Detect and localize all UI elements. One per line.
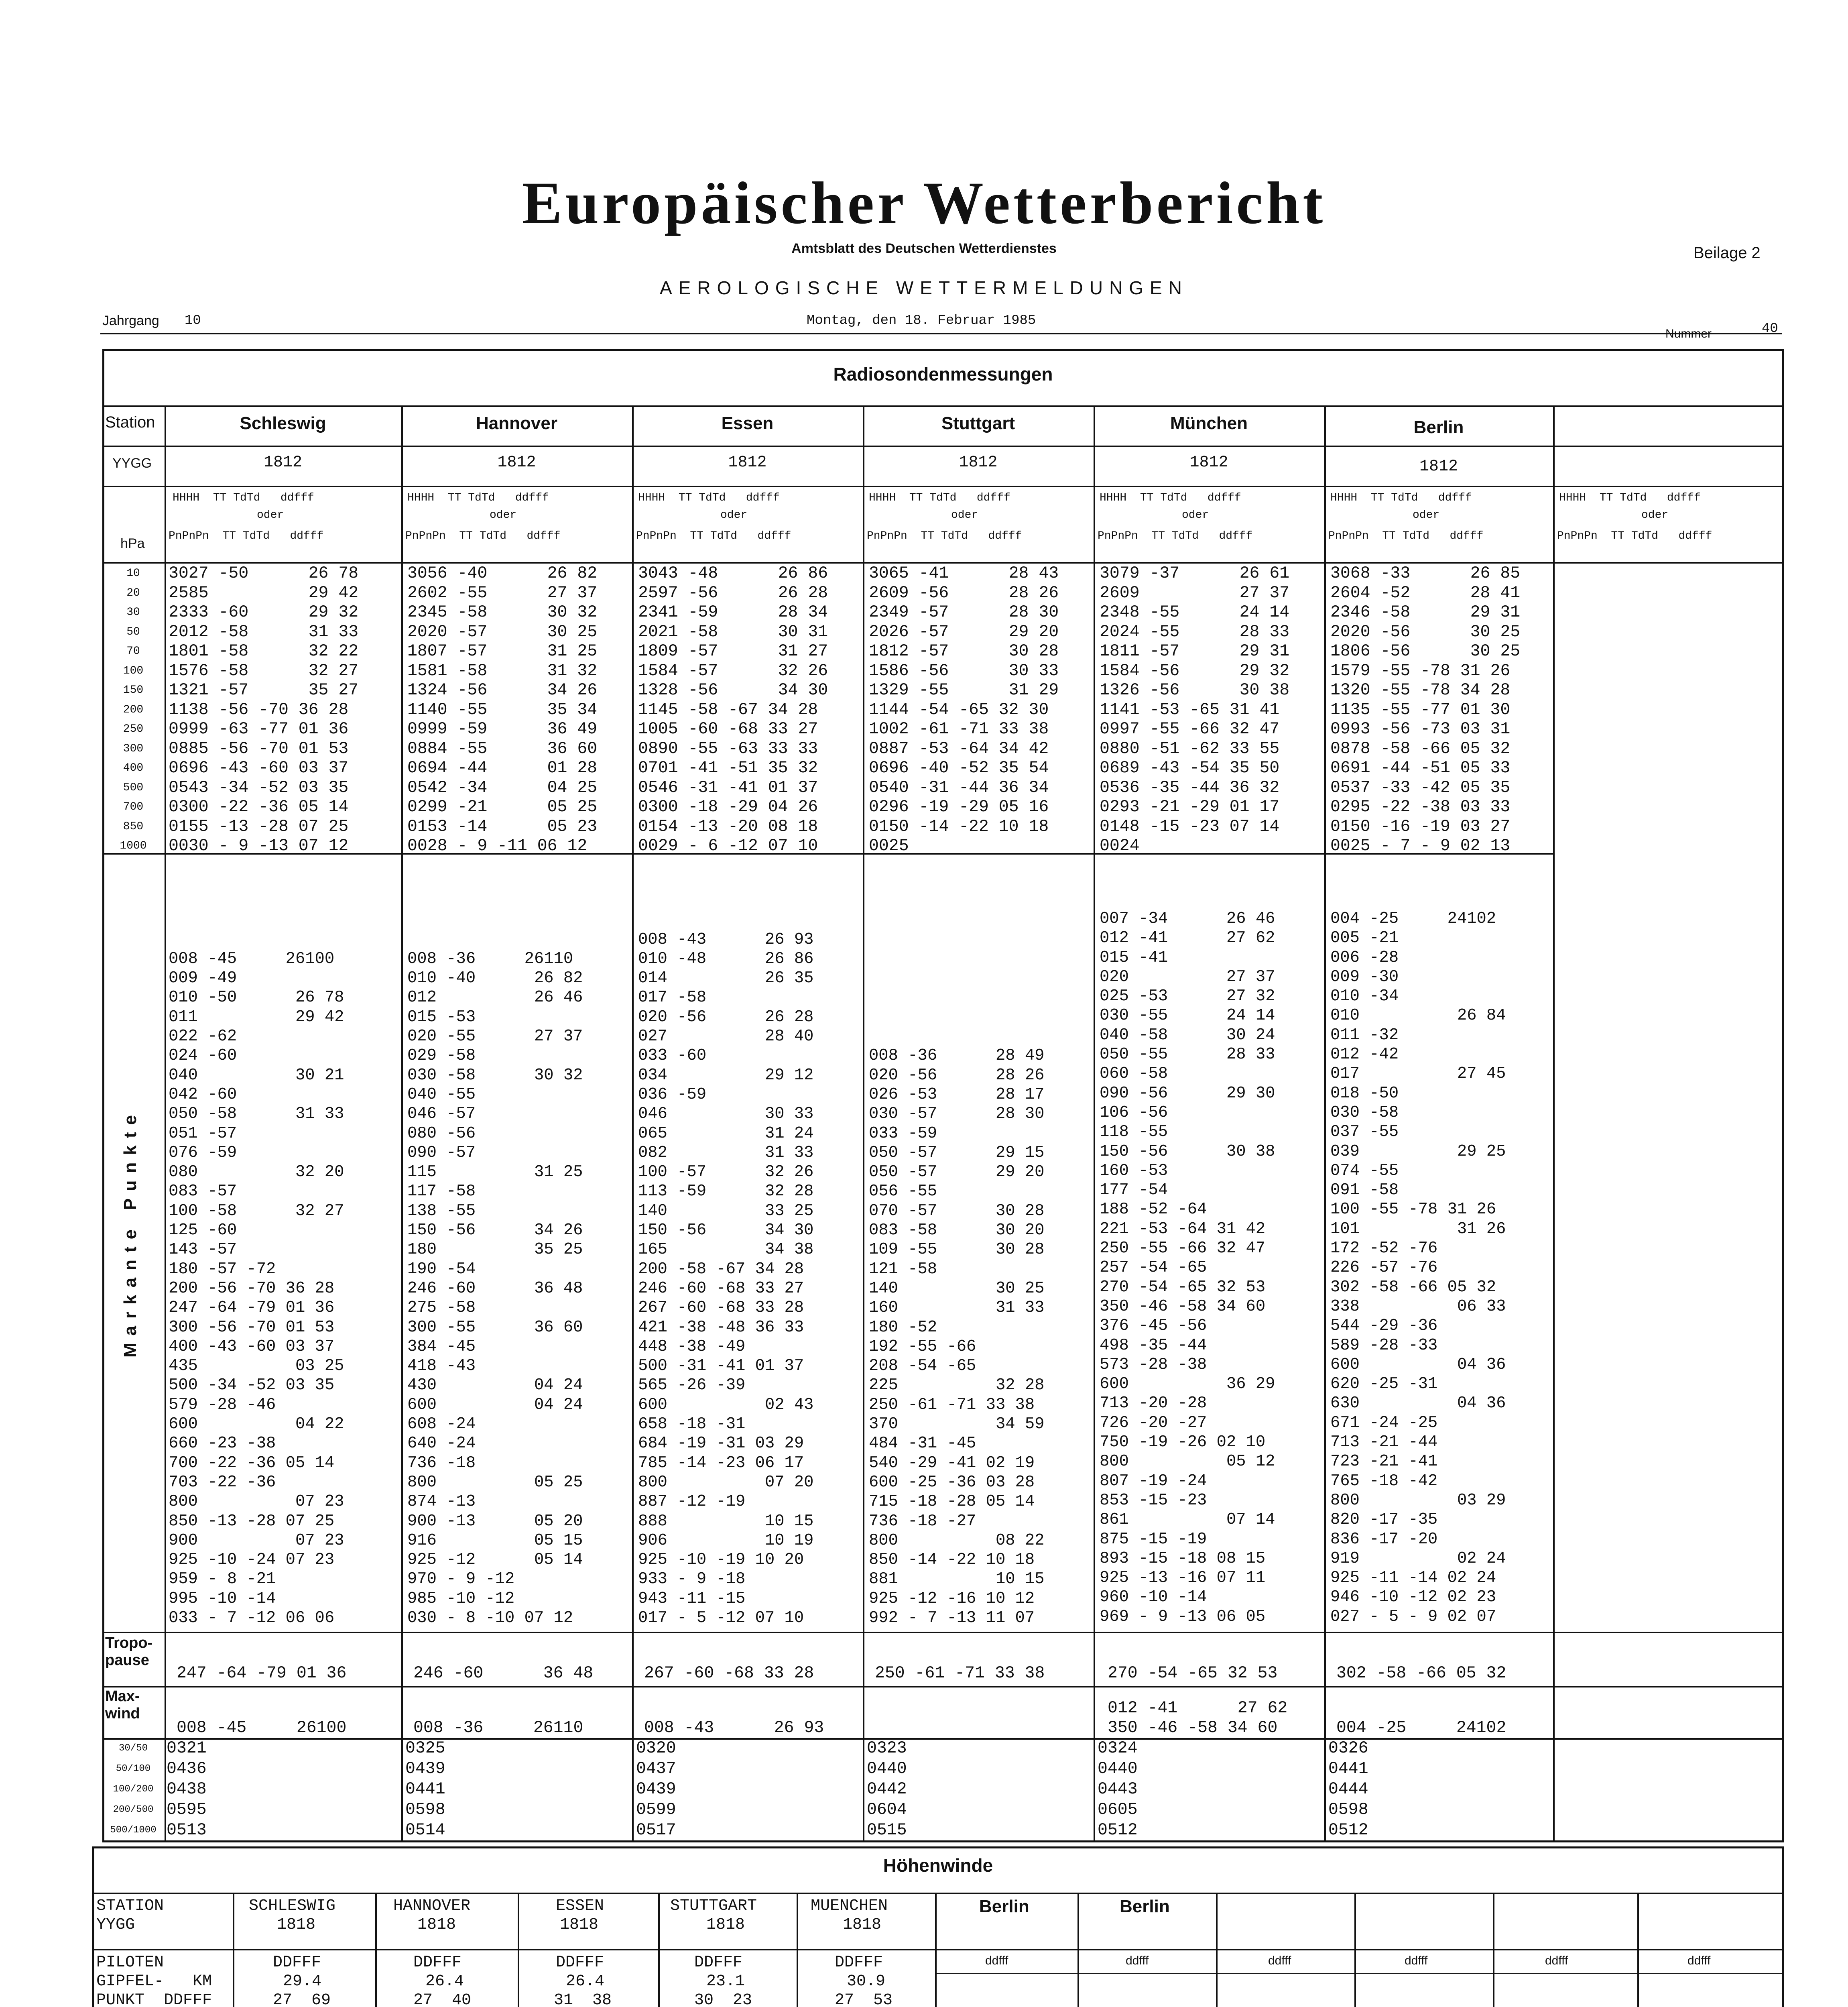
col-sep [1354,1893,1356,2007]
issue-date: Montag, den 18. Februar 1985 [807,313,1036,328]
col-header-top: HHHH TT TdTd ddfff [407,492,549,504]
nummer-label: Nummer [1665,327,1712,340]
hw-km: 26.4 [566,1972,605,1991]
tropopause-data: 302 -58 -66 05 32 [1336,1664,1506,1683]
standard-data: 3065 -41 28 43 2609 -56 28 26 2349 -57 28 30 2026 -57 29 20 1812 -57 30 28 1586 -56 30 33 1329 -55 31 29 1144 -54 -65 32 30 1002 -61 -71 33 38 0887 -53 -64 34 42 0696 -40 -52 35 54 0540 -31 -44 36 34 0296 -19 -29 05 16 0150 -14 -22 10 18 0025 [869,564,1059,855]
thickness-data: 0321 0436 0438 0595 0513 [167,1739,207,1840]
thickness-data: 0320 0437 0439 0599 0517 [636,1739,676,1840]
hw-extra-station: Berlin [979,1897,1029,1916]
pressure-level: 30 [126,606,140,619]
col-header-mid: oder [1413,509,1440,521]
pressure-levels [105,564,161,856]
col-header-top: HHHH TT TdTd ddfff [869,492,1010,504]
hw-ddfff-label: ddfff [1687,1954,1711,1967]
hw-station-name: SCHLESWIG [249,1897,336,1915]
hw-ddfff-label: ddfff [985,1954,1008,1967]
hw-ddfff: DDFFF [413,1954,462,1972]
maxwind-data: 008 -36 26110 [413,1718,583,1737]
station-name: München [1170,413,1248,433]
standard-data: 3043 -48 26 86 2597 -56 26 28 2341 -59 28 34 2021 -58 30 31 1809 -57 31 27 1584 -57 32 26 1328 -56 34 30 1145 -58 -67 34 28 1005 -60 -68 33 27 0890 -55 -63 33 33 0701 -41 -51 35 32 0546 -31 -41 01 37 0300 -18 -29 04 26 0154 -13 -20 08 18 0029 - 6 -12 07 10 [638,564,828,855]
col-sep [165,405,166,1842]
station-name: Berlin [1413,417,1464,437]
col-sep [233,1893,234,2007]
rule [102,405,1784,407]
maxwind-label: Max-wind [105,1688,140,1722]
tropopause-data: 247 -64 -79 01 36 [177,1664,347,1683]
col-header-mid: oder [1641,509,1669,521]
pressure-level: 100 [123,664,144,677]
hw-km: 29.4 [283,1972,322,1991]
station-yygg: 1812 [959,454,998,472]
hw-ddfff: DDFFF [273,1954,321,1972]
col-header-top: HHHH TT TdTd ddfff [173,492,314,504]
station-name: Schleswig [240,413,326,433]
hw-ddfff: DDFFF [556,1954,604,1972]
pressure-level: 250 [123,723,144,735]
hw-km: 30.9 [847,1972,886,1991]
markante-data: 004 -25 24102 005 -21 006 -28 009 -30 010 -34 010 26 84 011 -32 012 -42 017 27 45 018 -50 030 -58 037 -55 039 29 25 074 -55 091 -58 100 -55 -78 31 26 101 31 26 172 -52 -76 226 -57 -76 302 -58 -66 05 32 338 06 33 544 -29 -36 589 -28 -33 600 04 36 620 -25 -31 630 04 36 671 -24 -25 713 -21 -44 723 -21 -41 765 -18 -42 800 03 29 820 -17 -35 836 -17 -20 919 02 24 925 -11 -14 02 24 946 -10 -12 02 23 027 - 5 - 9 02 07 [1330,910,1506,1626]
maxwind-data: 012 -41 27 62 350 -46 -58 34 60 [1108,1699,1288,1737]
page-subtitle: Amtsblatt des Deutschen Wetterdienstes [791,241,1057,256]
rule [102,446,1784,447]
hw-station-yygg: 1818 [417,1916,456,1934]
tropopause-data: 270 -54 -65 32 53 [1108,1664,1278,1683]
rule [102,486,1784,487]
pressure-level: 150 [123,684,144,696]
thickness-layer: 30/50 [118,1743,148,1754]
jahrgang-label: Jahrgang [102,313,159,328]
col-header-bottom: PnPnPn TT TdTd ddfff [1328,530,1484,542]
col-sep [1493,1893,1494,2007]
hw-ddfff: DDFFF [694,1954,743,1972]
col-sep [863,405,864,1842]
rule [102,562,1784,564]
hw-ddfff-label: ddfff [1405,1954,1428,1967]
jahrgang-value: 10 [185,313,201,328]
header-rule [100,333,1782,334]
col-sep [375,1893,377,2007]
col-header-bottom: PnPnPn TT TdTd ddfff [636,530,791,542]
hw-punkt: 27 53 [835,1991,893,2007]
hw-ddfff-label: ddfff [1126,1954,1149,1967]
col-sep [1324,405,1326,1842]
col-header-bottom: PnPnPn TT TdTd ddfff [169,530,324,542]
col-header-top: HHHH TT TdTd ddfff [638,492,780,504]
markante-data: 008 -36 28 49 020 -56 28 26 026 -53 28 17 030 -57 28 30 033 -59 050 -57 29 15 050 -57 29 20 056 -55 070 -57 30 28 083 -58 30 20 109 -55 30 28 121 -58 140 30 25 160 31 33 180 -52 192 -55 -66 208 -54 -65 225 32 28 250 -61 -71 33 38 370 34 59 484 -31 -45 540 -29 -41 02 19 600 -25 -36 03 28 715 -18 -28 05 14 736 -18 -27 800 08 22 850 -14 -22 10 18 881 10 15 925 -12 -16 10 12 992 - 7 -13 11 07 [869,1046,1045,1627]
pressure-level: 10 [126,567,140,580]
thickness-data: 0326 0441 0444 0598 0512 [1328,1739,1368,1840]
thickness-data: 0324 0440 0443 0605 0512 [1098,1739,1138,1840]
station-name: Hannover [476,413,557,433]
beilage-label: Beilage 2 [1693,244,1761,262]
hpa-label: hPa [120,536,145,551]
thickness-layer: 100/200 [113,1784,154,1795]
col-sep [1637,1893,1639,2007]
col-sep [632,405,634,1842]
pressure-level: 70 [126,645,140,657]
hw-station-yygg: 1818 [706,1916,745,1934]
pressure-level: 700 [123,801,144,813]
hw-station-name: MUENCHEN [811,1897,888,1915]
pressure-level: 200 [123,703,144,716]
thickness-layer: 200/500 [113,1804,154,1815]
thickness-layer: 500/1000 [110,1825,157,1836]
page-title: Europäischer Wetterbericht [522,170,1326,236]
hw-punkt: 27 40 [413,1991,472,2007]
hw-station-yygg: 1818 [560,1916,599,1934]
col-sep [658,1893,660,2007]
markante-data: 007 -34 26 46 012 -41 27 62 015 -41 020 27 37 025 -53 27 32 030 -55 24 14 040 -58 30 24 050 -55 28 33 060 -58 090 -56 29 30 106 -56 118 -55 150 -56 30 38 160 -53 177 -54 188 -52 -64 221 -53 -64 31 42 250 -55 -66 32 47 257 -54 -65 270 -54 -65 32 53 350 -46 -58 34 60 376 -45 -56 498 -35 -44 573 -28 -38 600 36 29 713 -20 -28 726 -20 -27 750 -19 -26 02 10 800 05 12 807 -19 -24 853 -15 -23 861 07 14 875 -15 -19 893 -15 -18 08 15 925 -13 -16 07 11 960 -10 -14 969 - 9 -13 06 05 [1100,910,1275,1626]
radiosonde-title: Radiosondenmessungen [833,364,1053,385]
pressure-level: 850 [123,820,144,833]
col-sep [797,1893,798,2007]
hw-station-name: HANNOVER [393,1897,471,1915]
nummer-value: 40 [1762,321,1778,336]
col-header-mid: oder [720,509,748,521]
col-header-mid: oder [490,509,517,521]
col-header-top: HHHH TT TdTd ddfff [1559,492,1701,504]
station-yygg: 1812 [1189,454,1228,472]
col-sep [1094,405,1095,1842]
rule [102,1686,1784,1687]
hoehenwinde-row-labels: STATION YYGG PILOTEN GIPFEL- KM PUNKT DDFFF [96,1897,212,2007]
yygg-label: YYGG [112,456,152,471]
pressure-level: 400 [123,762,144,774]
hw-extra-station: Berlin [1120,1897,1170,1916]
tropopause-label: Tropo-pause [105,1635,153,1669]
station-label: Station [105,413,155,431]
hw-ddfff: DDFFF [835,1954,883,1972]
col-header-mid: oder [257,509,284,521]
col-header-mid: oder [951,509,978,521]
col-header-bottom: PnPnPn TT TdTd ddfff [867,530,1022,542]
tropopause-data: 250 -61 -71 33 38 [875,1664,1045,1683]
hw-km: 23.1 [706,1972,745,1991]
col-header-bottom: PnPnPn TT TdTd ddfff [1557,530,1712,542]
standard-data: 3068 -33 26 85 2604 -52 28 41 2346 -58 29 31 2020 -56 30 25 1806 -56 30 25 1579 -55 -78 31 26 1320 -55 -78 34 28 1135 -55 -77 01 30 0993 -56 -73 03 31 0878 -58 -66 05 32 0691 -44 -51 05 33 0537 -33 -42 05 35 0295 -22 -38 03 33 0150 -16 -19 03 27 0025 - 7 - 9 02 13 [1330,564,1521,855]
thickness-data: 0325 0439 0441 0598 0514 [405,1739,445,1840]
hw-station-yygg: 1818 [277,1916,316,1934]
col-sep [1216,1893,1218,2007]
maxwind-data: 008 -43 26 93 [644,1718,824,1737]
markante-data: 008 -43 26 93 010 -48 26 86 014 26 35 017 -58 020 -56 26 28 027 28 40 033 -60 034 29 12 036 -59 046 30 33 065 31 24 082 31 33 100 -57 32 26 113 -59 32 28 140 33 25 150 -56 34 30 165 34 38 200 -58 -67 34 28 246 -60 -68 33 27 267 -60 -68 33 28 421 -38 -48 36 33 448 -38 -49 500 -31 -41 01 37 565 -26 -39 600 02 43 658 -18 -31 684 -19 -31 03 29 785 -14 -23 06 17 800 07 20 887 -12 -19 888 10 15 906 10 19 925 -10 -19 10 20 933 - 9 -18 943 -11 -15 017 - 5 -12 07 10 [638,930,814,1627]
col-header-top: HHHH TT TdTd ddfff [1330,492,1472,504]
hw-km: 26.4 [425,1972,464,1991]
station-yygg: 1812 [263,454,302,472]
maxwind-data: 008 -45 26100 [177,1718,347,1737]
thickness-layer: 50/100 [116,1763,151,1774]
station-yygg: 1812 [497,454,536,472]
section-heading: AEROLOGISCHE WETTERMELDUNGEN [660,277,1188,298]
rule [102,1738,1784,1740]
station-name: Essen [721,413,774,433]
col-sep [1077,1893,1079,2007]
hw-punkt: 31 38 [554,1991,612,2007]
rule [102,1632,1784,1633]
rule [92,1949,1784,1950]
hw-punkt: 30 23 [694,1991,752,2007]
pressure-level: 300 [123,742,144,755]
col-sep [935,1893,937,2007]
rule [92,1893,1784,1894]
col-sep [518,1893,519,2007]
pressure-level: 20 [126,586,140,599]
pressure-level: 50 [126,625,140,638]
col-header-bottom: PnPnPn TT TdTd ddfff [1098,530,1253,542]
standard-data: 3079 -37 26 61 2609 27 37 2348 -55 24 14 2024 -55 28 33 1811 -57 29 31 1584 -56 29 32 1326 -56 30 38 1141 -53 -65 31 41 0997 -55 -66 32 47 0880 -51 -62 33 55 0689 -43 -54 35 50 0536 -35 -44 36 32 0293 -21 -29 01 17 0148 -15 -23 07 14 0024 [1100,564,1290,855]
col-header-bottom: PnPnPn TT TdTd ddfff [405,530,561,542]
hw-punkt: 27 69 [273,1991,331,2007]
thickness-data: 0323 0440 0442 0604 0515 [867,1739,907,1840]
markante-data: 008 -36 26110 010 -40 26 82 012 26 46 015 -53 020 -55 27 37 029 -58 030 -58 30 32 040 -55 046 -57 080 -56 090 -57 115 31 25 117 -58 138 -55 150 -56 34 26 180 35 25 190 -54 246 -60 36 48 275 -58 300 -55 36 60 384 -45 418 -43 430 04 24 600 04 24 608 -24 640 -24 736 -18 800 05 25 874 -13 900 -13 05 20 916 05 15 925 -12 05 14 970 - 9 -12 985 -10 -12 030 - 8 -10 07 12 [407,949,583,1627]
hw-ddfff-label: ddfff [1268,1954,1291,1967]
markante-data: 008 -45 26100 009 -49 010 -50 26 78 011 29 42 022 -62 024 -60 040 30 21 042 -60 050 -58 31 33 051 -57 076 -59 080 32 20 083 -57 100 -58 32 27 125 -60 143 -57 180 -57 -72 200 -56 -70 36 28 247 -64 -79 01 36 300 -56 -70 01 53 400 -43 -60 03 37 435 03 25 500 -34 -52 03 35 579 -28 -46 600 04 22 660 -23 -38 700 -22 -36 05 14 703 -22 -36 800 07 23 850 -13 -28 07 25 900 07 23 925 -10 -24 07 23 959 - 8 -21 995 -10 -14 033 - 7 -12 06 06 [169,949,344,1627]
col-header-mid: oder [1182,509,1209,521]
hw-ddfff-label: ddfff [1545,1954,1568,1967]
hoehenwinde-title: Höhenwinde [883,1855,993,1876]
hw-station-name: ESSEN [556,1897,604,1915]
station-name: Stuttgart [941,413,1015,433]
tropopause-data: 267 -60 -68 33 28 [644,1664,814,1683]
markante-punkte-label: Markante Punkte [120,1108,140,1358]
hw-station-name: STUTTGART [670,1897,757,1915]
hw-station-yygg: 1818 [843,1916,882,1934]
station-yygg: 1812 [1419,458,1458,476]
station-yygg: 1812 [728,454,767,472]
pressure-level: 500 [123,781,144,794]
standard-data: 3027 -50 26 78 2585 29 42 2333 -60 29 32 2012 -58 31 33 1801 -58 32 22 1576 -58 32 27 1321 -57 35 27 1138 -56 -70 36 28 0999 -63 -77 01 36 0885 -56 -70 01 53 0696 -43 -60 03 37 0543 -34 -52 03 35 0300 -22 -36 05 14 0155 -13 -28 07 25 0030 - 9 -13 07 12 [169,564,359,855]
col-sep [401,405,403,1842]
col-sep [1553,405,1555,1842]
maxwind-data: 004 -25 24102 [1336,1718,1506,1737]
standard-data: 3056 -40 26 82 2602 -55 27 37 2345 -58 30 32 2020 -57 30 25 1807 -57 31 25 1581 -58 31 32 1324 -56 34 26 1140 -55 35 34 0999 -59 36 49 0884 -55 36 60 0694 -44 01 28 0542 -34 04 25 0299 -21 05 25 0153 -14 05 23 0028 - 9 -11 06 12 [407,564,598,855]
col-header-top: HHHH TT TdTd ddfff [1100,492,1241,504]
rule [935,1973,1784,1974]
thickness-labels [105,1738,161,1840]
pressure-level: 1000 [120,840,147,852]
tropopause-data: 246 -60 36 48 [413,1664,594,1683]
